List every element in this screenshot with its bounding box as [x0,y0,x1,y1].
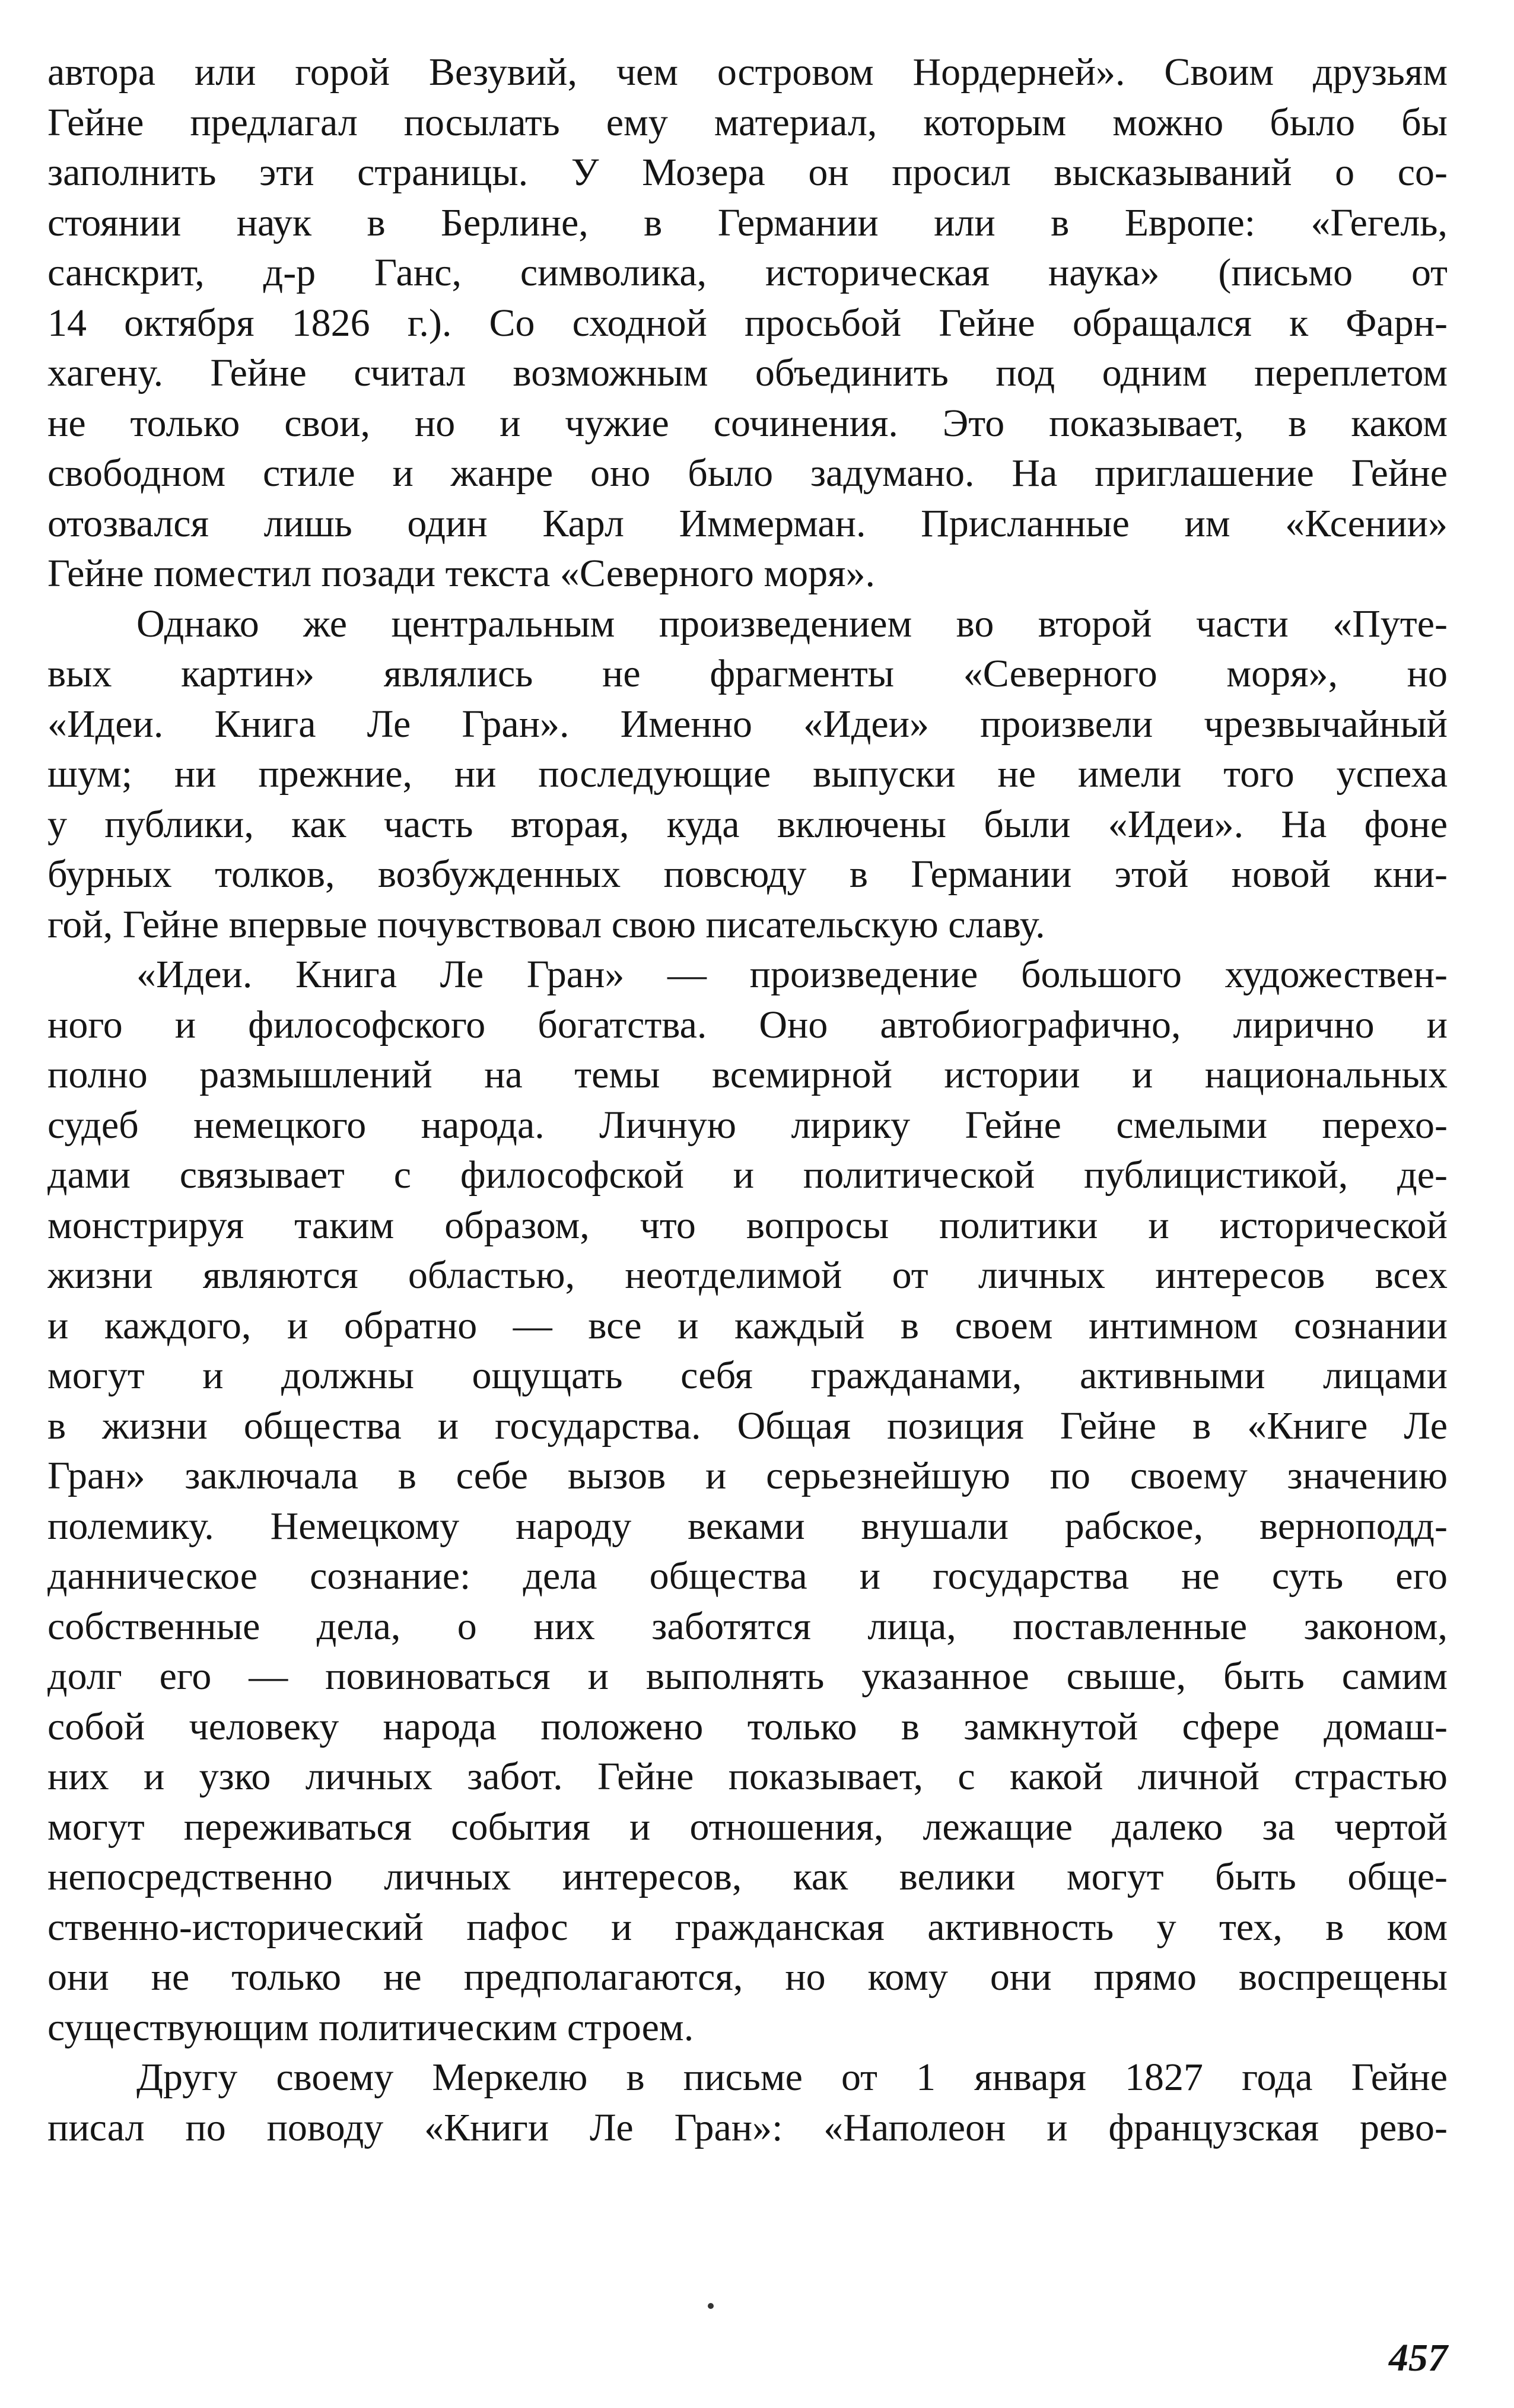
text-line: «Идеи. Книга Ле Гран». Именно «Идеи» произвели чрезвычайный [47,702,1448,746]
text-line: хагену. Гейне считал возможным объединить под одним переплетом [47,351,1448,395]
text-line: гой, Гейне впервые почувствовал свою писательскую славу. [47,902,1045,946]
page-body [47,47,1448,2153]
paragraph-2 [47,599,1448,950]
text-line: вых картин» являлись не фрагменты «Северного моря», но [47,652,1448,695]
text-line: ственно-исторический пафос и гражданская активность у тех, в ком [47,1905,1448,1949]
text-line: они не только не предполагаются, но кому они прямо воспрещены [47,1955,1448,1999]
text-line: могут и должны ощущать себя гражданами, активными лицами [47,1354,1448,1397]
text-line: писал по поводу «Книги Ле Гран»: «Наполеон и французская рево- [47,2105,1448,2149]
text-line: полно размышлений на темы всемирной истории и национальных [47,1053,1448,1096]
decorative-dot [708,2303,714,2309]
text-line: Гейне предлагал посылать ему материал, которым можно было бы [47,100,1448,144]
text-line: долг его — повиноваться и выполнять указанное свыше, быть самим [47,1655,1448,1698]
text-line: заполнить эти страницы. У Мозера он просил высказываний о со- [47,151,1448,194]
text-line: свободном стиле и жанре оно было задумано. На приглашение Гейне [47,451,1448,495]
text-line: ного и философского богатства. Оно автобиографично, лирично и [47,1003,1448,1046]
text-line: судеб немецкого народа. Личную лирику Гейне смелыми перехо- [47,1103,1448,1147]
text-line: собственные дела, о них заботятся лица, поставленные законом, [47,1604,1448,1648]
text-line: стоянии наук в Берлине, в Германии или в Европе: «Гегель, [47,201,1448,244]
text-line: Гейне поместил позади текста «Северного моря». [47,552,875,595]
text-line: 14 октября 1826 г.). Со сходной просьбой Гейне обращался к Фарн- [47,301,1448,345]
text-line: жизни являются областью, неотделимой от личных интересов всех [47,1254,1448,1297]
text-line: санскрит, д-р Ганс, символика, историческая наука» (письмо от [47,251,1448,294]
text-line: могут переживаться события и отношения, лежащие далеко за чертой [47,1805,1448,1849]
text-line: Однако же центральным произведением во второй части «Путе- [136,602,1448,645]
text-line: дами связывает с философской и политической публицистикой, де- [47,1153,1448,1197]
text-line: и каждого, и обратно — все и каждый в своем интимном сознании [47,1303,1448,1347]
text-line: полемику. Немецкому народу веками внушали рабское, верноподд- [47,1504,1448,1548]
text-line: непосредственно личных интересов, как велики могут быть обще- [47,1855,1448,1898]
text-line: бурных толков, возбужденных повсюду в Германии этой новой кни- [47,852,1448,896]
text-line: монстрируя таким образом, что вопросы политики и исторической [47,1203,1448,1247]
paragraph-3 [47,950,1448,2053]
text-line: «Идеи. Книга Ле Гран» — произведение большого художествен- [136,953,1448,996]
text-line: Другу своему Меркелю в письме от 1 января 1827 года Гейне [136,2056,1448,2099]
paragraph-1 [47,47,1448,599]
text-line: Гран» заключала в себе вызов и серьезнейшую по своему значению [47,1454,1448,1497]
text-line: существующим политическим строем. [47,2005,694,2049]
text-line: шум; ни прежние, ни последующие выпуски не имели того успеха [47,752,1448,796]
text-line: данническое сознание: дела общества и государства не суть его [47,1554,1448,1598]
text-line: не только свои, но и чужие сочинения. Это показывает, в каком [47,401,1448,445]
text-line: них и узко личных забот. Гейне показывает, с какой личной страстью [47,1755,1448,1798]
text-line: отозвался лишь один Карл Иммерман. Присланные им «Ксении» [47,501,1448,545]
paragraph-4 [47,2053,1448,2153]
page-number: 457 [1389,2336,1448,2380]
text-line: автора или горой Везувий, чем островом Нордерней». Своим друзьям [47,50,1448,94]
text-line: у публики, как часть вторая, куда включены были «Идеи». На фоне [47,802,1448,846]
text-line: собой человеку народа положено только в замкнутой сфере домаш- [47,1704,1448,1748]
text-line: в жизни общества и государства. Общая позиция Гейне в «Книге Ле [47,1404,1448,1448]
